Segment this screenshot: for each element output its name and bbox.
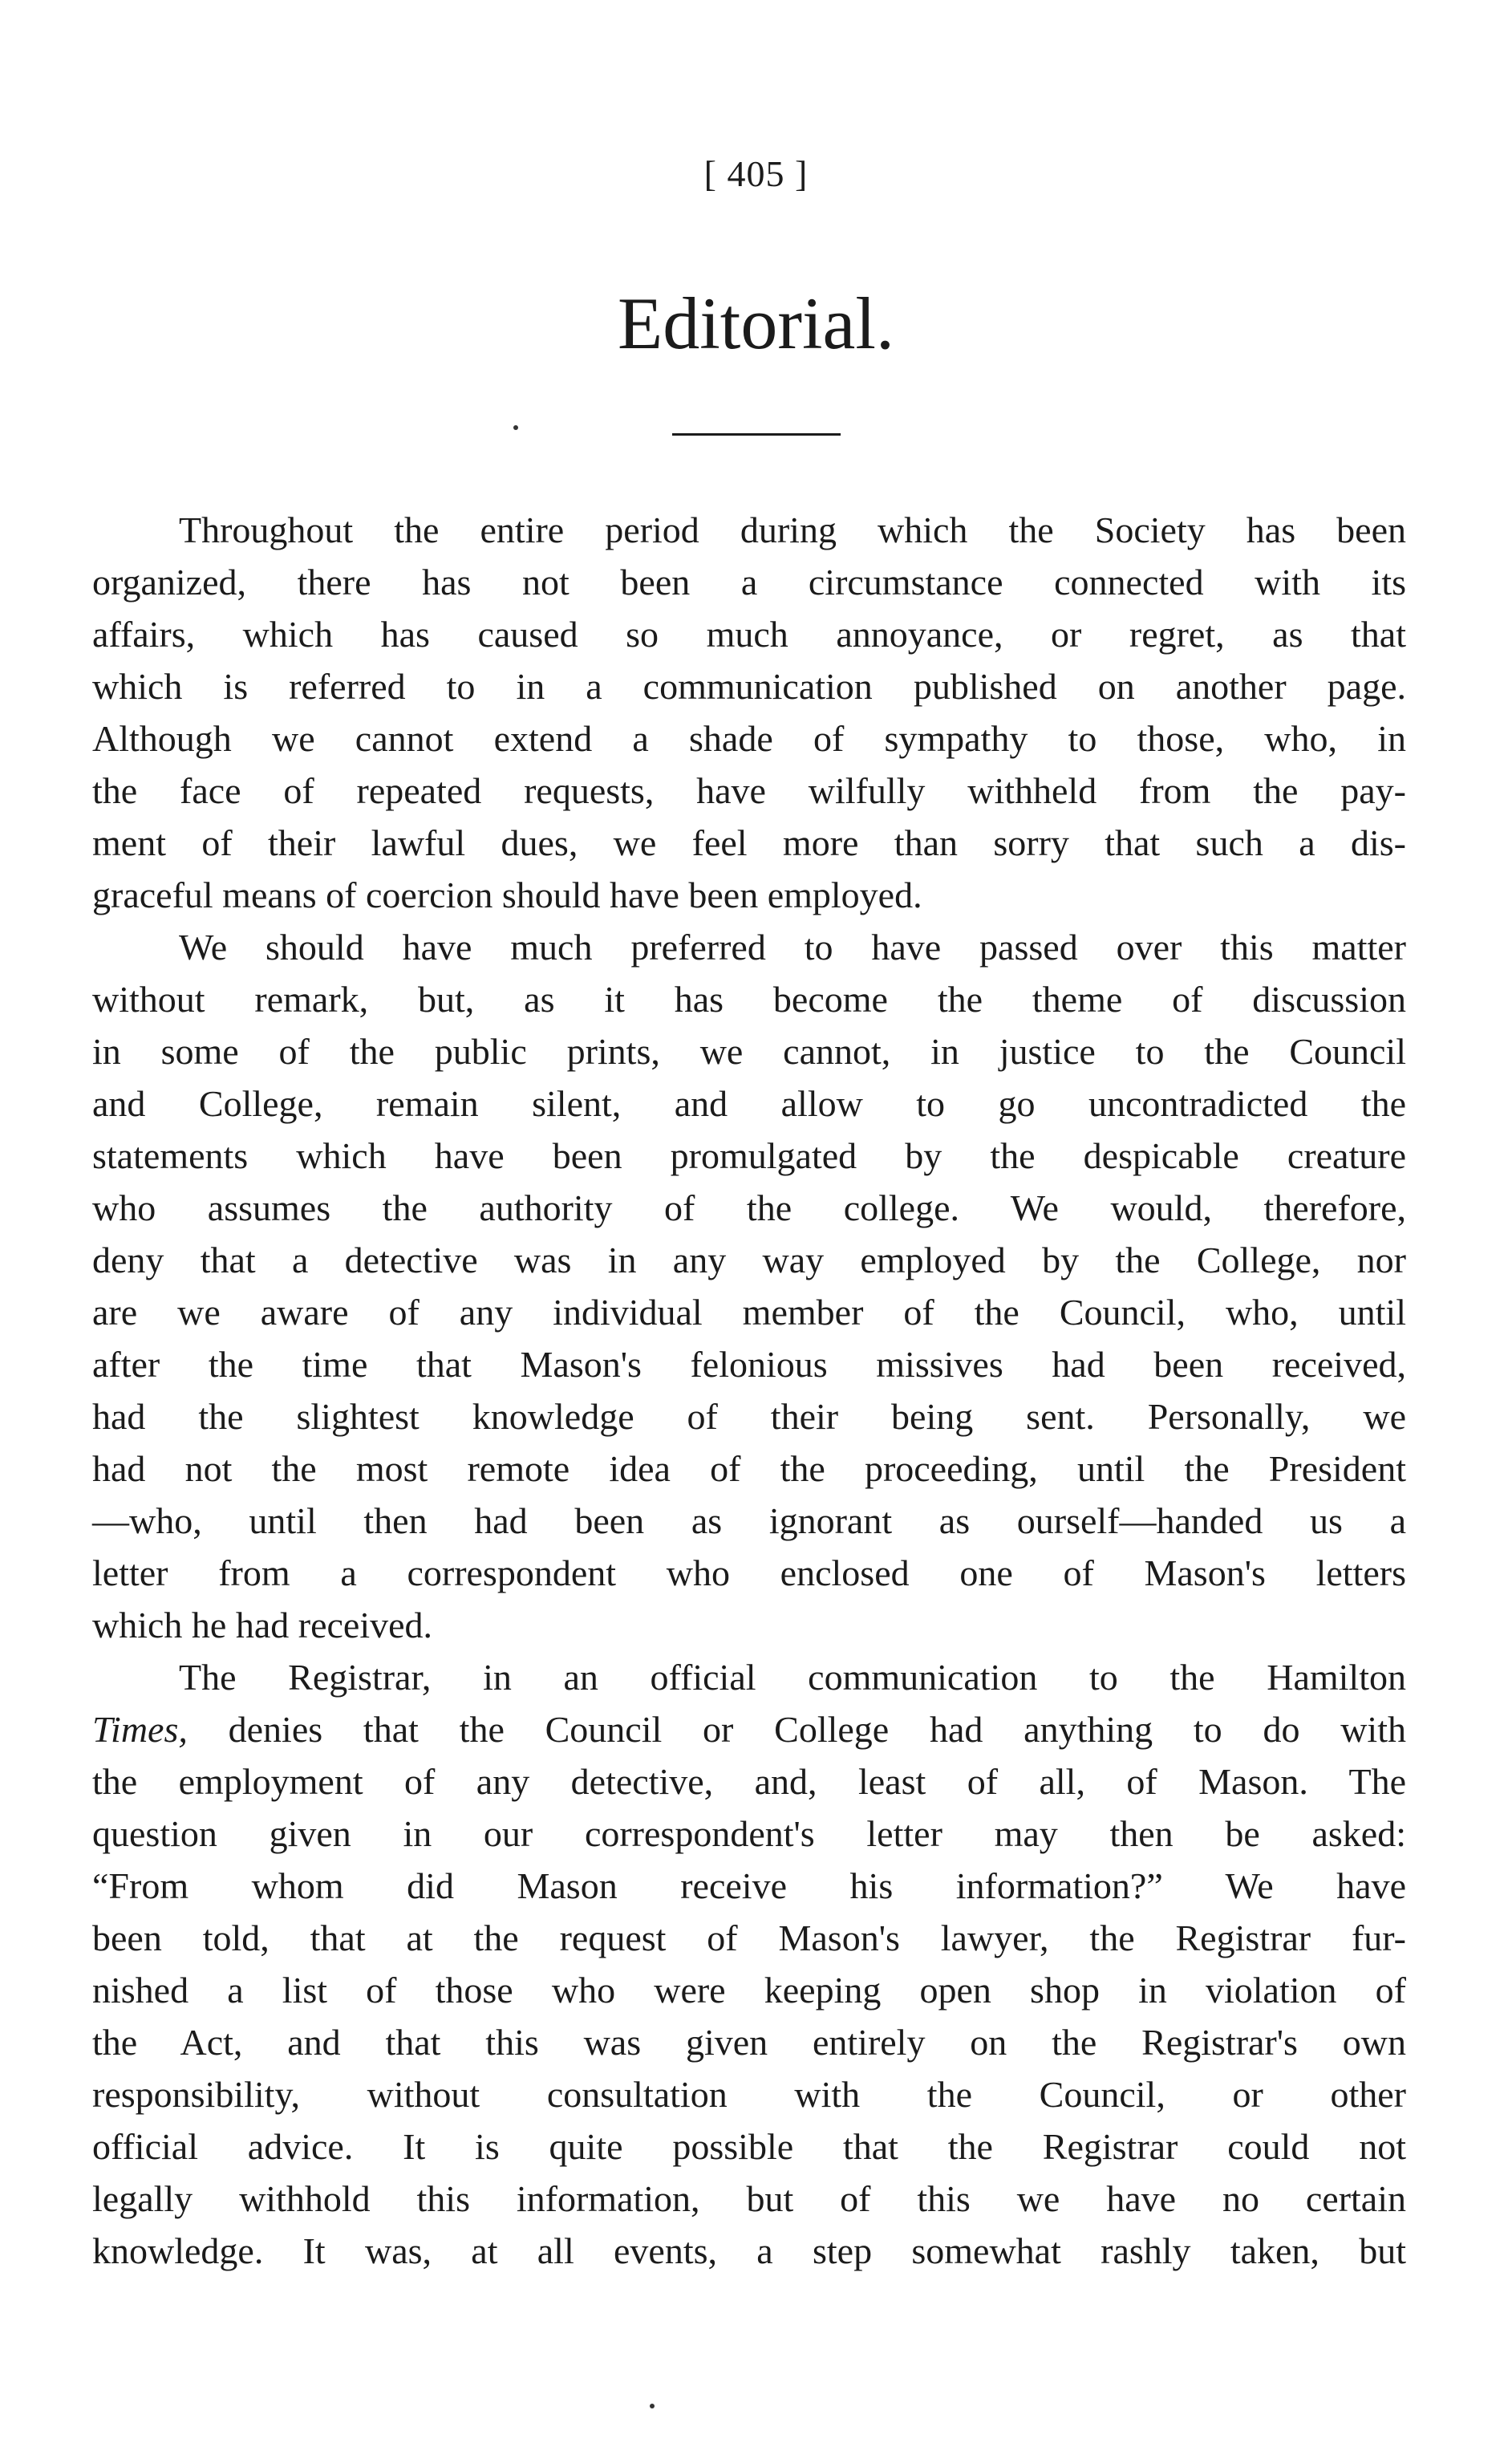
text-line: Although we cannot extend a shade of sympathy to those, who, in [92,718,1406,759]
text-line: who assumes the authority of the college. We would, therefore, [92,1187,1406,1228]
text-line: legally withhold this information, but of this we have no certain [92,2178,1406,2219]
text-line: letter from a correspondent who enclosed one of Mason's letters [92,1552,1406,1593]
text-line: We should have much preferred to have passed over this matter [179,927,1406,968]
text-line: had not the most remote idea of the proceeding, until the President [92,1448,1406,1489]
text-line: —who, until then had been as ignorant as ourself—handed us a [92,1500,1406,1541]
text-line: without remark, but, as it has become the theme of discussion [92,979,1406,1020]
text-line: graceful means of coercion should have been employed. [92,874,922,915]
text-line: which is referred to in a communication published on another page. [92,666,1406,707]
text-line: in some of the public prints, we cannot, in justice to the Council [92,1031,1406,1072]
text-line: responsibility, without consultation with the Council, or other [92,2074,1406,2115]
text-line: statements which have been promulgated by the despicable creature [92,1135,1406,1176]
text-line: affairs, which has caused so much annoyance, or regret, as that [92,614,1406,655]
text-line: knowledge. It was, at all events, a step somewhat rashly taken, but [92,2230,1406,2271]
text-line: nished a list of those who were keeping open shop in violation of [92,1970,1406,2011]
text-line: been told, that at the request of Mason's lawyer, the Registrar fur- [92,1917,1406,1958]
text-line: the Act, and that this was given entirely on the Registrar's own [92,2022,1406,2063]
text-line: the face of repeated requests, have wilfully withheld from the pay- [92,770,1406,811]
text-line: deny that a detective was in any way employed by the College, nor [92,1240,1406,1280]
ink-speck [650,2404,655,2408]
text-line: Throughout the entire period during which the Society has been [179,509,1406,550]
page-title: Editorial. [618,282,894,364]
text-line: had the slightest knowledge of their being sent. Personally, we [92,1396,1406,1437]
editorial-body [92,504,1406,2277]
text-line: which he had received. [92,1605,433,1645]
text-line: official advice. It is quite possible that the Registrar could not [92,2126,1406,2167]
line-text: denies that the Council or College had anything to do with [187,1709,1406,1750]
page-number: [ 405 ] [703,153,809,194]
text-line: organized, there has not been a circumstance connected with its [92,562,1406,603]
text-line: the employment of any detective, and, least of all, of Mason. The [92,1761,1406,1802]
text-line: “From whom did Mason receive his information?” We have [92,1865,1406,1906]
ink-speck [513,425,518,430]
title-divider [672,433,841,436]
text-line: The Registrar, in an official communication to the Hamilton [179,1657,1406,1698]
text-line: ment of their lawful dues, we feel more than sorry that such a dis- [92,822,1406,863]
text-line [92,1703,1406,1755]
italic-word: Times, [92,1709,188,1750]
text-line: and College, remain silent, and allow to go uncontradicted the [92,1083,1406,1124]
text-line: after the time that Mason's felonious missives had been received, [92,1344,1406,1385]
text-line: question given in our correspondent's letter may then be asked: [92,1813,1406,1854]
text-line: are we aware of any individual member of the Council, who, until [92,1292,1406,1333]
